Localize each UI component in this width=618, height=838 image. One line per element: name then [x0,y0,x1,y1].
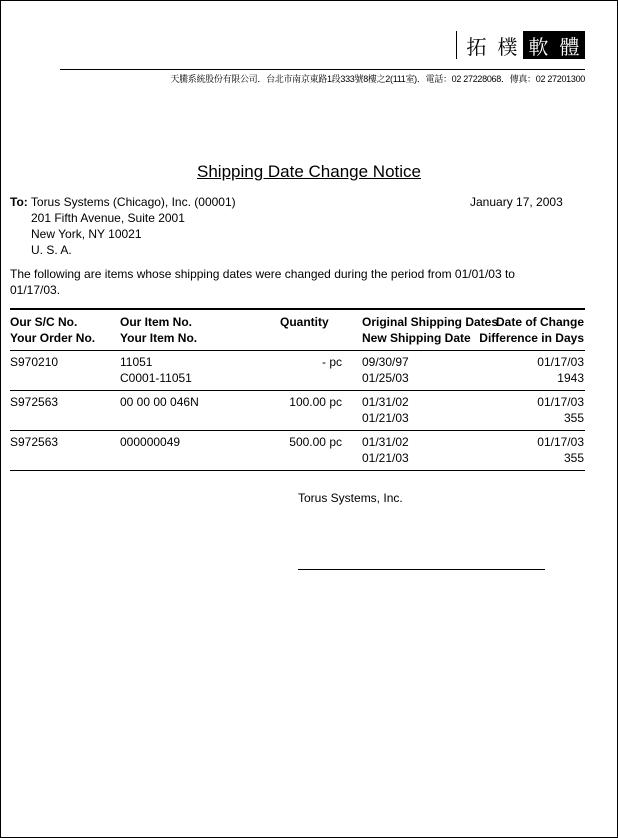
address-line-2: New York, NY 10021 [31,227,142,241]
row2-change [537,394,584,426]
row1-item [120,354,192,386]
header-shipping-dates [362,314,498,346]
row3-change [537,434,584,466]
document-date: January 17, 2003 [470,195,563,209]
intro-line-2: 01/17/03. [10,283,61,297]
row1-new-date: 01/25/03 [362,371,409,385]
row3-orig-date: 01/31/02 [362,435,409,449]
row3-item [120,434,180,450]
row1-diff-days: 1943 [557,371,584,385]
intro-text [10,266,555,298]
row3-qty: 500.00 pc [289,435,342,449]
header-sc-no [10,314,95,346]
header-orig-dates-label: Original Shipping Dates [362,315,499,329]
row2-sc: S972563 [10,395,59,409]
row1-qty: - pc [321,355,342,369]
header-order-no-label: Your Order No. [10,331,96,345]
row2-rule [10,430,585,431]
intro-line-1: The following are items whose shipping dates were changed during the period from 01/01/03 to [10,267,515,281]
row2-item [120,394,199,410]
logo-char-3: 軟 [523,31,554,59]
header-quantity: Quantity [280,315,329,329]
row2-item-no: 00 00 00 046N [120,395,199,409]
header-item-no-label: Our Item No. [120,315,193,329]
row3-dates [362,434,409,466]
row3-sc: S972563 [10,435,59,449]
row1-sc: S970210 [10,355,59,369]
header-bottom-rule [10,350,585,351]
header-item-no [120,314,197,346]
logo-char-4: 體 [554,31,585,59]
sender-company: Torus Systems, Inc. [298,491,403,505]
recipient-address [31,210,185,258]
to-label: To: [10,195,28,209]
row3-change-date: 01/17/03 [537,435,584,449]
row2-diff-days: 355 [563,411,584,425]
header-change-date-label: Date of Change [495,315,584,329]
row1-rule [10,390,585,391]
header-diff-days-label: Difference in Days [479,331,584,345]
header-your-item-no-label: Your Item No. [120,331,198,345]
row1-item-no: 11051 [120,355,153,369]
document-title: Shipping Date Change Notice [197,162,421,181]
row2-dates [362,394,409,426]
row1-dates [362,354,409,386]
recipient-name: Torus Systems (Chicago), Inc. (00001) [30,195,236,209]
recipient-line [10,194,236,210]
row1-orig-date: 09/30/97 [362,355,409,369]
row3-diff-days: 355 [563,451,584,465]
header-sc-no-label: Our S/C No. [10,315,78,329]
table-top-rule [10,308,585,310]
logo-char-2: 樸 [497,34,518,59]
company-logo [456,31,585,59]
logo-char-1: 拓 [456,31,492,59]
table-bottom-rule [10,470,585,471]
letterhead-rule [60,69,585,70]
row2-qty: 100.00 pc [289,395,342,409]
signature-line [298,569,545,570]
row1-your-item-no: C0001-11051 [120,371,192,385]
row2-new-date: 01/21/03 [362,411,409,425]
row2-orig-date: 01/31/02 [362,395,409,409]
header-change [479,314,584,346]
letterhead-address: 天騰系統股份有限公司．台北市南京東路1段333號8樓之2(111室)．電話：02 27228068．傳真：02 27201300 [170,74,585,84]
header-new-date-label: New Shipping Date [362,331,471,345]
row2-change-date: 01/17/03 [537,395,584,409]
row1-change [537,354,584,386]
row1-change-date: 01/17/03 [537,355,584,369]
row3-item-no: 000000049 [120,435,181,449]
address-line-3: U. S. A. [31,243,72,257]
row3-new-date: 01/21/03 [362,451,409,465]
address-line-1: 201 Fifth Avenue, Suite 2001 [31,211,185,225]
